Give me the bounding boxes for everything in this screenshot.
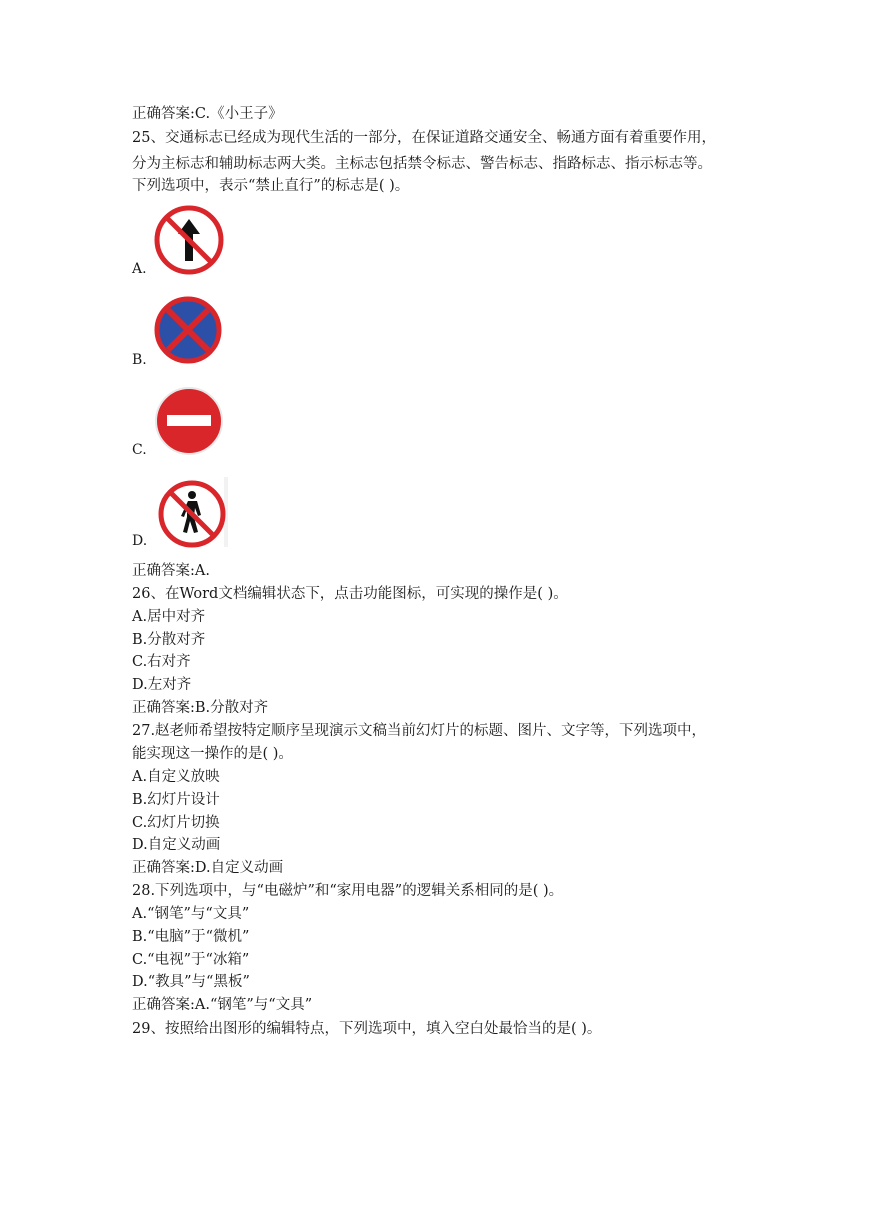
q27-option-d: D.自定义动画 (132, 837, 221, 853)
q28-option-b: B.“电脑”于“微机” (132, 929, 250, 945)
option-letter: C. (132, 442, 147, 458)
q27-option-c: C.幻灯片切换 (132, 815, 220, 831)
q26-answer: 正确答案:B.分散对齐 (132, 700, 269, 716)
option-letter: D. (132, 533, 148, 549)
q27-stem-line-2: 能实现这一操作的是( )。 (132, 746, 293, 762)
no-straight-ahead-sign-icon (154, 205, 224, 275)
q28-stem: 28.下列选项中，与“电磁炉”和“家用电器”的逻辑关系相同的是( )。 (132, 883, 564, 899)
no-entry-sign-icon (154, 386, 224, 456)
q26-option-b: B.分散对齐 (132, 632, 206, 648)
q29-stem: 29、按照给出图形的编辑特点，下列选项中，填入空白处最恰当的是( )。 (132, 1021, 602, 1037)
q26-option-c: C.右对齐 (132, 654, 191, 670)
q26-stem: 26、在Word文档编辑状态下，点击功能图标，可实现的操作是( )。 (132, 586, 568, 602)
option-letter: B. (132, 352, 147, 368)
previous-answer: 正确答案:C.《小王子》 (132, 106, 283, 122)
q26-option-a: A.居中对齐 (132, 609, 206, 625)
q28-answer: 正确答案:A.“钢笔”与“文具” (132, 997, 313, 1013)
no-stopping-sign-icon (154, 296, 222, 364)
q25-stem-line-3: 下列选项中，表示“禁止直行”的标志是( )。 (132, 178, 410, 194)
option-letter: A. (132, 261, 147, 277)
q27-option-a: A.自定义放映 (132, 769, 220, 785)
q25-stem-line-1: 25、交通标志已经成为现代生活的一部分，在保证道路交通安全、畅通方面有着重要作用， (132, 130, 716, 146)
q28-option-d: D.“教具”与“黑板” (132, 974, 250, 990)
q28-option-a: A.“钢笔”与“文具” (132, 906, 250, 922)
q27-answer: 正确答案:D.自定义动画 (132, 860, 284, 876)
no-pedestrians-sign-icon (154, 477, 230, 549)
q28-option-c: C.“电视”于“冰箱” (132, 952, 250, 968)
q25-stem-line-2: 分为主标志和辅助标志两大类。主标志包括禁令标志、警告标志、指路标志、指示标志等。 (132, 156, 712, 172)
q26-option-d: D.左对齐 (132, 677, 192, 693)
q27-option-b: B.幻灯片设计 (132, 792, 220, 808)
q25-answer: 正确答案:A. (132, 563, 210, 579)
q27-stem-line-1: 27.赵老师希望按特定顺序呈现演示文稿当前幻灯片的标题、图片、文字等，下列选项中， (132, 723, 707, 739)
